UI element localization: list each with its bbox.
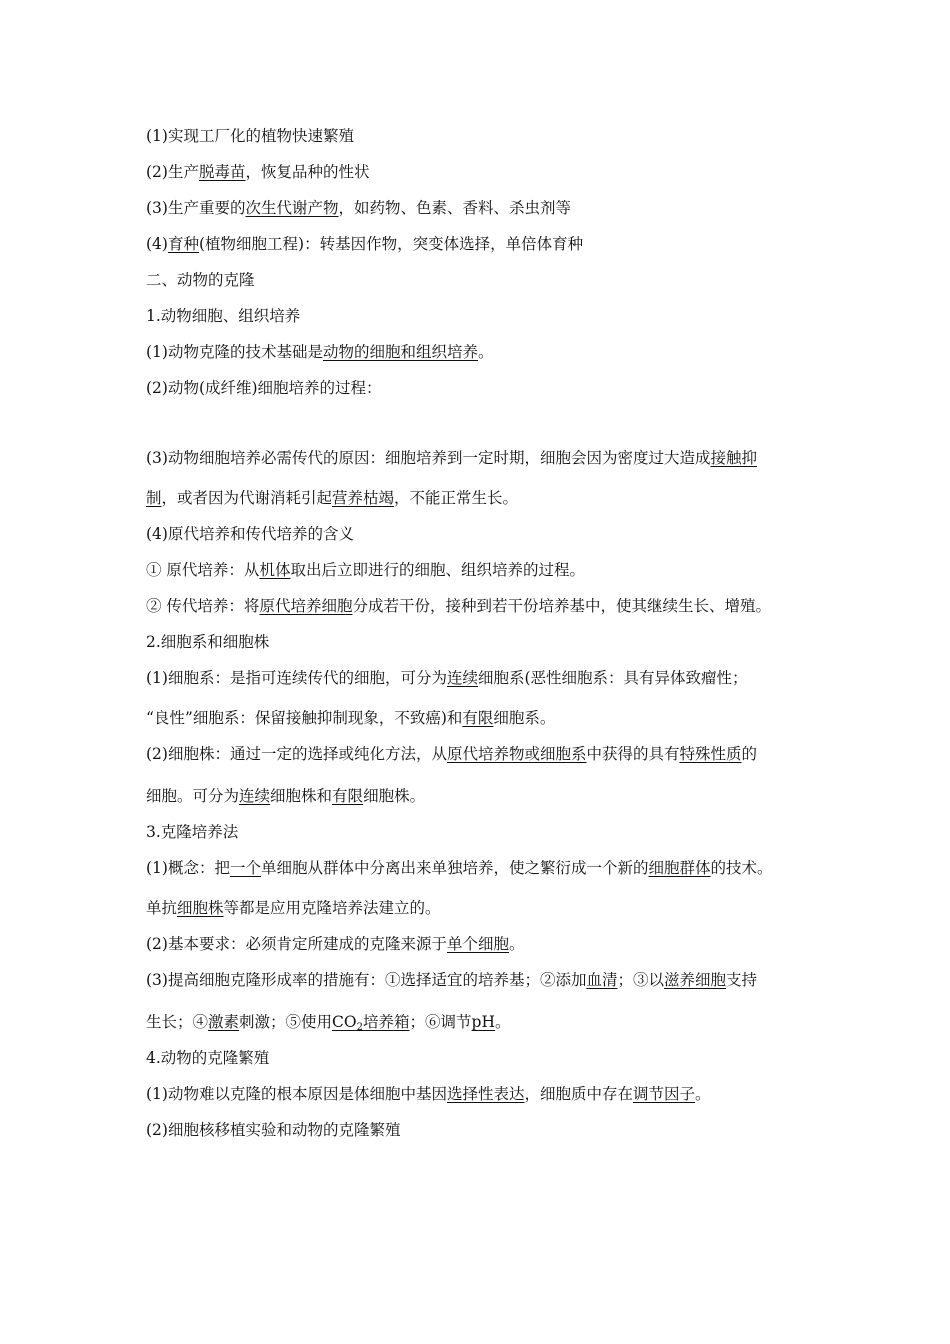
subsection-heading: 2.细胞系和细胞株 xyxy=(146,633,270,651)
text-line: (1)动物难以克隆的根本原因是体细胞中基因选择性表达，细胞质中存在调节因子。 xyxy=(146,1085,711,1103)
underlined-answer: 血清 xyxy=(586,971,618,989)
text-line: (4)原代培养和传代培养的含义 xyxy=(146,525,354,543)
text-line: (2)生产脱毒苗，恢复品种的性状 xyxy=(146,163,370,181)
text-line: ② 传代培养：将原代培养细胞分成若干份，接种到若干份培养基中，使其继续生长、增殖。 xyxy=(146,597,771,615)
text-line: (3)生产重要的次生代谢产物，如药物、色素、香料、杀虫剂等 xyxy=(146,199,571,217)
underlined-answer: 原代培养物或细胞系 xyxy=(446,745,587,763)
text-line: (3)提高细胞克隆形成率的措施有：①选择适宜的培养基；②添加血清；③以滋养细胞支持 xyxy=(146,971,758,989)
underlined-answer: 单个细胞 xyxy=(446,935,509,953)
text-line: (3)动物细胞培养必需传代的原因：细胞培养到一定时期，细胞会因为密度过大造成接触抑 xyxy=(146,449,757,467)
underlined-answer: 脱毒苗 xyxy=(198,163,246,181)
underlined-answer: 细胞群体 xyxy=(648,859,711,877)
text-line: 制，或者因为代谢消耗引起营养枯竭，不能正常生长。 xyxy=(146,489,519,507)
text-line: 单抗细胞株等都是应用克隆培养法建立的。 xyxy=(146,899,441,917)
text-line: (4)育种(植物细胞工程)：转基因作物，突变体选择，单倍体育种 xyxy=(146,235,584,253)
underlined-answer: 制 xyxy=(146,489,162,507)
text-line: (1)细胞系：是指可连续传代的细胞，可分为连续细胞系(恶性细胞系：具有异体致瘤性； xyxy=(146,669,748,687)
underlined-answer: 原代培养细胞 xyxy=(259,597,353,615)
underlined-answer: 选择性表达 xyxy=(446,1085,525,1103)
underlined-answer: 一个 xyxy=(229,859,261,877)
underlined-answer: 滋养细胞 xyxy=(664,971,727,989)
text-line: 细胞。可分为连续细胞株和有限细胞株。 xyxy=(146,787,426,805)
underlined-answer: 调节因子 xyxy=(633,1085,696,1103)
text-line: (1)概念：把一个单细胞从群体中分离出来单独培养，使之繁衍成一个新的细胞群体的技术。 xyxy=(146,859,773,877)
text-line: (2)基本要求：必须肯定所建成的克隆来源于单个细胞。 xyxy=(146,935,525,953)
underlined-answer: 营养枯竭 xyxy=(332,489,395,507)
text-line: ① 原代培养：从机体取出后立即进行的细胞、组织培养的过程。 xyxy=(146,561,585,579)
text-line: “良性”细胞系：保留接触抑制现象，不致癌)和有限细胞系。 xyxy=(146,709,556,727)
text-line: (2)动物(成纤维)细胞培养的过程： xyxy=(146,379,382,397)
underlined-answer: 连续 xyxy=(239,787,271,805)
underlined-answer: 有限 xyxy=(462,709,494,727)
section-heading: 二、动物的克隆 xyxy=(146,271,255,289)
underlined-answer: 激素 xyxy=(208,1013,240,1031)
underlined-answer: 次生代谢产物 xyxy=(245,199,339,217)
text-line: (1)动物克隆的技术基础是动物的细胞和组织培养。 xyxy=(146,343,494,361)
text-line: (1)实现工厂化的植物快速繁殖 xyxy=(146,127,354,145)
text-line: (2)细胞株：通过一定的选择或纯化方法，从原代培养物或细胞系中获得的具有特殊性质的 xyxy=(146,745,758,763)
underlined-answer: 连续 xyxy=(446,669,478,687)
underlined-answer: $CO_2$培养箱 xyxy=(332,1013,410,1033)
subsection-heading: 4.动物的克隆繁殖 xyxy=(146,1049,270,1067)
subsection-heading: 3.克隆培养法 xyxy=(146,823,239,841)
subsection-heading: 1.动物细胞、组织培养 xyxy=(146,307,301,325)
underlined-answer: 细胞株 xyxy=(177,899,224,917)
underlined-answer: pH xyxy=(471,1013,495,1031)
underlined-answer: 有限 xyxy=(332,787,364,805)
underlined-answer: 动物的细胞和组织培养 xyxy=(322,343,478,361)
underlined-answer: 育种 xyxy=(167,235,199,253)
underlined-answer: 机体 xyxy=(259,561,291,579)
underlined-answer: 特殊性质 xyxy=(679,745,742,763)
text-line: 生长；④激素刺激；⑤使用$CO_2$培养箱；⑥调节pH。 xyxy=(146,1013,511,1033)
text-line: (2)细胞核移植实验和动物的克隆繁殖 xyxy=(146,1121,401,1139)
underlined-answer: 接触抑 xyxy=(710,449,757,467)
